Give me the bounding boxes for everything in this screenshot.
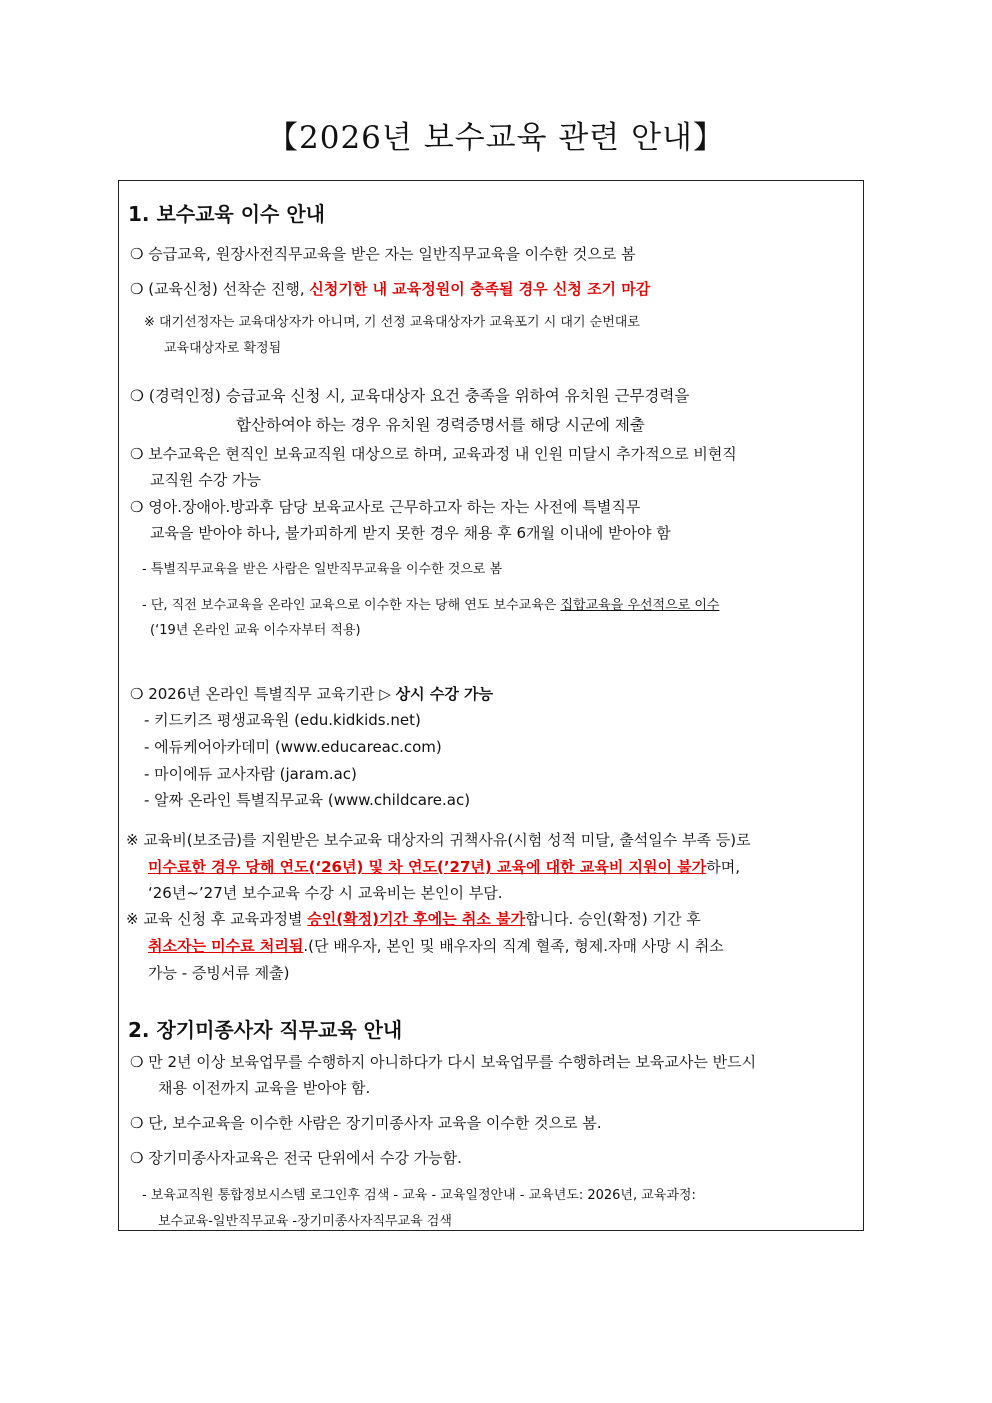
s1-note-2-line3: ‘26년~’27년 보수교육 수강 시 교육비는 본인이 부담. [148, 884, 503, 902]
section2-heading: 2. 장기미종사자 직무교육 안내 [128, 1018, 403, 1042]
s1-note-1-line1: ※ 대기선정자는 교육대상자가 아니며, 기 선정 교육대상자가 교육포기 시 대기 순번대로 [144, 315, 640, 330]
section1-heading: 1. 보수교육 이수 안내 [128, 202, 325, 226]
s1-bullet-5-line1: ❍ 영아.장애아.방과후 담당 보육교사로 근무하고자 하는 자는 사전에 특별직무 [130, 498, 641, 516]
s1-bullet-1: ❍ 승급교육, 원장사전직무교육을 받은 자는 일반직무교육을 이수한 것으로 봄 [130, 245, 636, 263]
s1-note-2-line1: ※ 교육비(보조금)를 지원받은 보수교육 대상자의 귀책사유(시험 성적 미달, 출석일수 부족 등)로 [126, 831, 751, 849]
s1-bullet-3-line2: 합산하여야 하는 경우 유치원 경력증명서를 해당 시군에 제출 [236, 416, 645, 434]
s1-note-1-line2: 교육대상자로 확정됨 [164, 341, 282, 356]
s1-dash-2-line2: (‘19년 온라인 교육 이수자부터 적용) [150, 623, 361, 638]
s1-note-3-text-b: 합니다. 승인(확정) 기간 후 [525, 910, 701, 928]
s1-bullet-4-line1: ❍ 보수교육은 현직인 보육교직원 대상으로 하며, 교육과정 내 인원 미달시 추가적으로 비현직 [130, 445, 737, 463]
s2-bullet-2: ❍ 단, 보수교육을 이수한 사람은 장기미종사자 교육을 이수한 것으로 봄. [130, 1114, 602, 1132]
s1-bullet-2-text: ❍ (교육신청) 선착순 진행, [130, 280, 310, 298]
s2-dash-1-line1: - 보육교직원 통합정보시스템 로그인후 검색 - 교육 - 교육일정안내 - 교육년도: 2026년, 교육과정: [142, 1188, 696, 1203]
s2-dash-1-line2: 보수교육-일반직무교육 -장기미종사자직무교육 검색 [158, 1214, 452, 1229]
s1-note-2-red: 미수료한 경우 당해 연도(‘26년) 및 차 연도(’27년) 교육에 대한 교육비 지원이 불가 [148, 858, 707, 876]
s1-note-2-text: 하며, [706, 858, 740, 876]
s1-note-3-red: 승인(확정)기간 후에는 취소 불가 [307, 910, 526, 928]
s1-note-3-line2 [148, 935, 724, 956]
s1-note-3-line3: 가능 - 증빙서류 제출) [148, 964, 290, 982]
s1-bullet-6 [130, 683, 493, 704]
s1-bullet-2-red: 신청기한 내 교육정원이 충족될 경우 신청 조기 마감 [309, 280, 651, 298]
s1-bullet-2 [130, 278, 650, 299]
s1-bullet-6-bold: 상시 수강 가능 [395, 685, 494, 703]
institution-item: - 마이에듀 교사자람 (jaram.ac) [144, 765, 357, 783]
s2-bullet-1-line2: 채용 이전까지 교육을 받아야 함. [158, 1079, 371, 1097]
institution-item: - 에듀케어아카데미 (www.educareac.com) [144, 738, 442, 756]
s1-bullet-3-line1: ❍ (경력인정) 승급교육 신청 시, 교육대상자 요건 충족을 위하여 유치원 근무경력을 [130, 387, 690, 405]
institution-item: - 알짜 온라인 특별직무교육 (www.childcare.ac) [144, 791, 471, 809]
s2-bullet-1-line1: ❍ 만 2년 이상 보육업무를 수행하지 아니하다가 다시 보육업무를 수행하려는 보육교사는 반드시 [130, 1053, 757, 1071]
s1-dash-2 [142, 594, 719, 613]
s1-bullet-5-line2: 교육을 받아야 하나, 불가피하게 받지 못한 경우 채용 후 6개월 이내에 받아야 함 [150, 524, 671, 542]
s1-note-3-text-c: .(단 배우자, 본인 및 배우자의 직계 혈족, 형제.자매 사망 시 취소 [303, 937, 724, 955]
s1-bullet-4-line2: 교직원 수강 가능 [150, 471, 261, 489]
page-title: 【2026년 보수교육 관련 안내】 [267, 120, 725, 156]
s1-note-3-red-2: 취소자는 미수료 처리됨 [148, 937, 304, 955]
s1-dash-2-underlined: 집합교육을 우선적으로 이수 [560, 598, 720, 613]
s2-bullet-3: ❍ 장기미종사자교육은 전국 단위에서 수강 가능함. [130, 1149, 462, 1167]
s1-note-3-text-a: ※ 교육 신청 후 교육과정별 [126, 910, 308, 928]
s1-note-3-line1 [126, 908, 701, 929]
s1-bullet-6-text: ❍ 2026년 온라인 특별직무 교육기관 ▷ [130, 685, 396, 703]
institution-item: - 키드키즈 평생교육원 (edu.kidkids.net) [144, 711, 421, 729]
s1-dash-2-text: - 단, 직전 보수교육을 온라인 교육으로 이수한 자는 당해 연도 보수교육은 [142, 598, 561, 613]
s1-dash-1: - 특별직무교육을 받은 사람은 일반직무교육을 이수한 것으로 봄 [142, 562, 503, 577]
s1-note-2-line2 [148, 856, 740, 877]
